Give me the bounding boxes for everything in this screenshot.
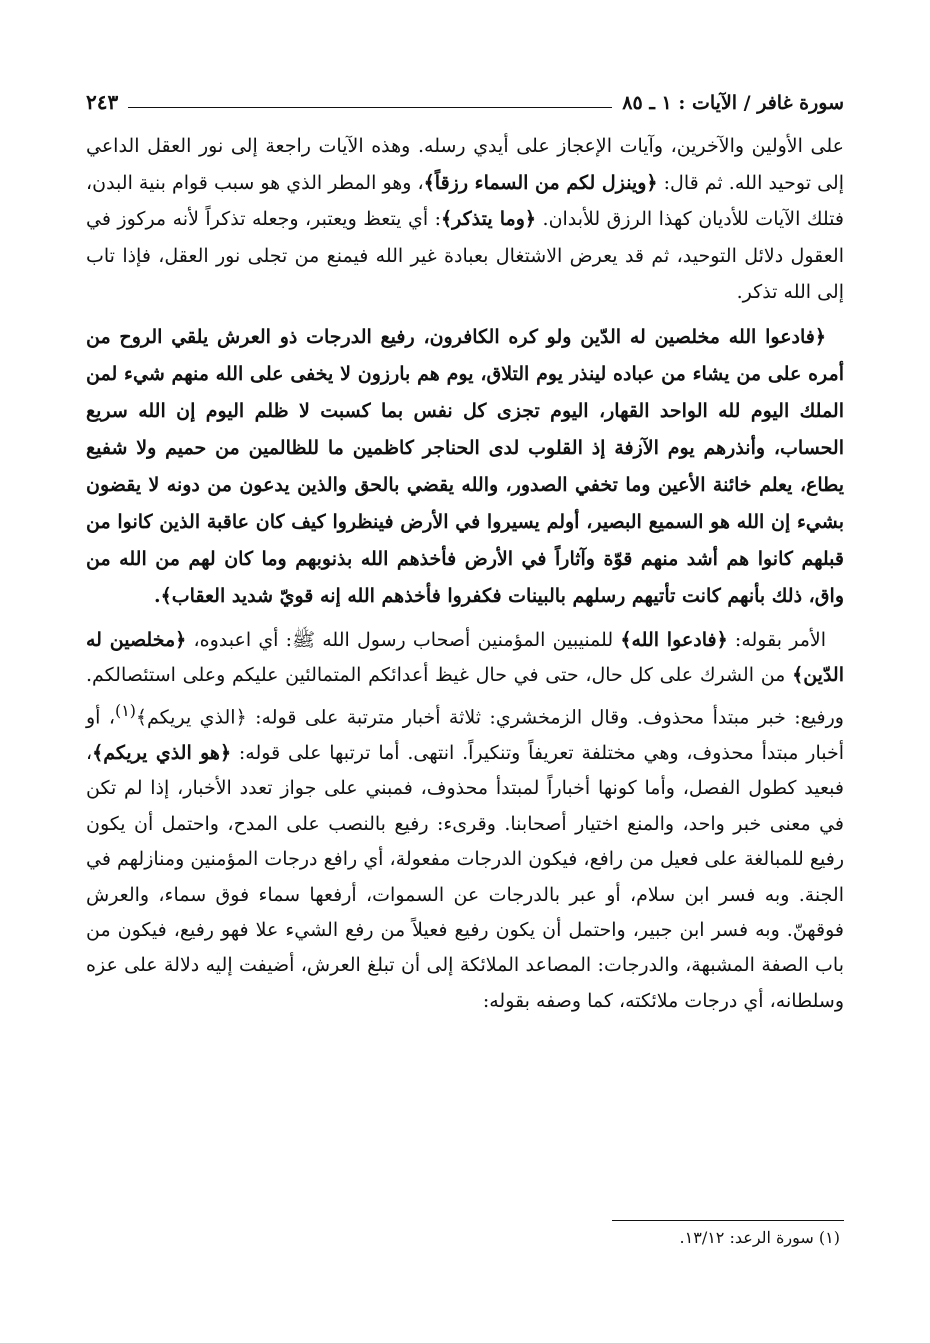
paragraph-commentary-1: على الأولين والآخرين، وآيات الإعجاز على أيدي رسله. وهذه الآيات راجعة إلى نور العقل الداعي إلى توحيد الله. ثم قال: ﴿وينزل لكم من السماء رزقاً﴾، وهو المطر الذي هو سبب قوام بنية البدن، فتلك الآيات للأديان كهذا الرزق للأبدان. ﴿وما يتذكر﴾: أي يتعظ ويعتبر، وجعله تذكراً لأنه مركوز في العقول دلائل التوحيد، ثم قد يعرض الاشتغال بعبادة غير الله فيمنع من تجلى نور العقل، فإذا تاب إلى الله تذكر. [86, 135, 845, 303]
quran-quote: ﴿وما يتذكر﴾ [441, 208, 537, 230]
body-text [86, 128, 844, 1019]
quran-quote: ﴿هو الذي يريكم﴾ [92, 742, 232, 765]
quran-quote: ﴿فادعوا الله﴾ [620, 628, 728, 651]
quran-quote: ﴿مخلصين له الدّين﴾ [86, 628, 844, 686]
header-rule [128, 107, 612, 108]
paragraph-verses: ﴿فادعوا الله مخلصين له الدّين ولو كره الكافرون، رفيع الدرجات ذو العرش يلقي الروح من أمره على من يشاء من عباده لينذر يوم التلاق، يوم هم بارزون لا يخفى على الله منهم شيء لمن الملك اليوم لله الواحد القهار، اليوم تجزى كل نفس بما كسبت لا ظلم اليوم إن الله سريع الحساب، وأنذرهم يوم الآزفة إذ القلوب لدى الحناجر كاظمين ما للظالمين من حميم ولا شفيع يطاع، يعلم خائنة الأعين وما تخفي الصدور، والله يقضي بالحق والذين يدعون من دونه لا يقضون بشيء إن الله هو السميع البصير، أولم يسيروا في الأرض فينظروا كيف كان عاقبة الذين كانوا من قبلهم كانوا هم أشد منهم قوّة وآثاراً في الأرض فأخذهم الله بذنوبهم وما كان لهم من الله من واق، ذلك بأنهم كانت تأتيهم رسلهم بالبينات فكفروا فأخذهم الله إنه قويّ شديد العقاب﴾. [86, 325, 844, 607]
quran-quote: ﴿وينزل لكم من السماء رزقاً﴾ [423, 171, 658, 194]
page-number: ٢٤٣ [86, 90, 119, 114]
footnote-ref[interactable]: (١) [115, 701, 136, 721]
paragraph-commentary-2: الأمر بقوله: ﴿فادعوا الله﴾ للمنيبين المؤمنين أصحاب رسول الله ﷺ: أي اعبدوه، ﴿مخلصين له الدّين﴾ من الشرك على كل حال، حتى في حال غيظ أعدائكم المتمالئين عليكم وعلى استئصالكم. ورفيع: خبر مبتدأ محذوف. وقال الزمخشري: ثلاثة أخبار مترتبة على قوله: ﴿الذي يريكم﴾$^{(١)}$، أو أخبار مبتدأ محذوف، وهي مختلفة تعريفاً وتنكيراً. انتهى. أما ترتبها على قوله: ﴿هو الذي يريكم﴾، فبعيد كطول الفصل، وأما كونها أخباراً لمبتدأ محذوف، فمبني على جواز تعدد الأخبار، إذا لم تكن في معنى خبر واحد، والمنع اختيار أصحابنا. وقرىء: رفيع بالنصب على المدح، واحتمل أن يكون رفيع للمبالغة على فعيل من رافع، فيكون الدرجات مفعولة، أي رافع درجات المؤمنين ومنازلهم في الجنة. وبه فسر ابن سلام، أو عبر بالدرجات عن السموات، أرفعها سماء فوق سماء، والعرش فوقهنّ. وبه فسر ابن جبير، واحتمل أن يكون رفيع فعيلاً من رفع الشيء علا فهو رفيع، فيكون من باب الصفة المشبهة، والدرجات: المصاعد الملائكة إلى أن تبلغ العرش، أضيفت إليه دلالة على عزه وسلطانه، أي درجات ملائكته، كما وصفه بقوله: [86, 628, 844, 1012]
surah-title: سورة غافر / الآيات : ١ ـ ٨٥ [622, 92, 844, 114]
footnote: (١) سورة الرعد: ١٣/١٢. [679, 1228, 840, 1247]
footnote-rule [612, 1220, 844, 1221]
running-header [86, 80, 844, 114]
